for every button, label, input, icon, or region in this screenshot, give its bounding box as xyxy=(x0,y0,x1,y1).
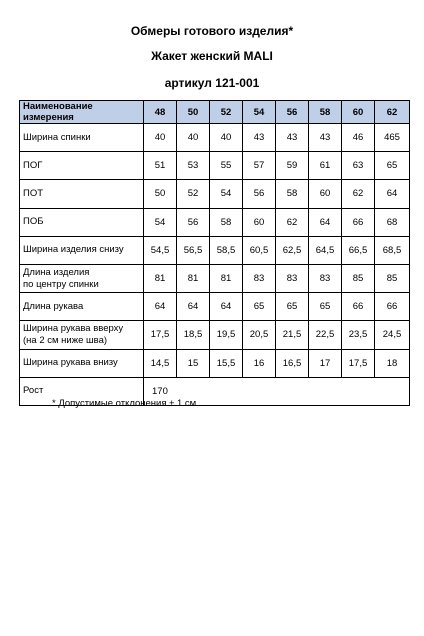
table-cell: 58 xyxy=(210,208,243,236)
table-cell: 40 xyxy=(177,124,210,152)
header-measurement-name: Наименование измерения xyxy=(20,101,144,124)
table-cell: 17,5 xyxy=(144,321,177,349)
table-cell: 68 xyxy=(375,208,410,236)
table-cell: 17 xyxy=(309,349,342,377)
table-cell: 14,5 xyxy=(144,349,177,377)
table-cell: 64,5 xyxy=(309,236,342,264)
table-cell: 54,5 xyxy=(144,236,177,264)
table-cell: 66 xyxy=(375,293,410,321)
table-cell: 65 xyxy=(243,293,276,321)
table-cell: 58 xyxy=(276,180,309,208)
table-cell: 66,5 xyxy=(342,236,375,264)
table-cell: 52 xyxy=(177,180,210,208)
table-cell: 64 xyxy=(177,293,210,321)
table-cell: 23,5 xyxy=(342,321,375,349)
table-row xyxy=(20,236,410,264)
row-label: ПОГ xyxy=(20,152,144,180)
table-cell: 24,5 xyxy=(375,321,410,349)
table-cell: 465 xyxy=(375,124,410,152)
table-cell: 15,5 xyxy=(210,349,243,377)
table-cell: 66 xyxy=(342,208,375,236)
table-cell: 17,5 xyxy=(342,349,375,377)
table-cell: 21,5 xyxy=(276,321,309,349)
header-size: 62 xyxy=(375,101,410,124)
height-value: 170 xyxy=(144,377,410,405)
table-cell: 15 xyxy=(177,349,210,377)
header-size: 50 xyxy=(177,101,210,124)
table-cell: 81 xyxy=(177,264,210,292)
header-size: 60 xyxy=(342,101,375,124)
table-cell: 43 xyxy=(309,124,342,152)
table-cell: 63 xyxy=(342,152,375,180)
row-label: Рост xyxy=(20,377,144,405)
row-label: Ширина изделия снизу xyxy=(20,236,144,264)
table-cell: 43 xyxy=(276,124,309,152)
table-cell: 65 xyxy=(309,293,342,321)
table-cell: 51 xyxy=(144,152,177,180)
table-cell: 81 xyxy=(210,264,243,292)
table-row xyxy=(20,152,410,180)
table-cell: 43 xyxy=(243,124,276,152)
table-cell: 18,5 xyxy=(177,321,210,349)
table-cell: 61 xyxy=(309,152,342,180)
table-cell: 20,5 xyxy=(243,321,276,349)
table-cell: 62 xyxy=(276,208,309,236)
table-cell: 56 xyxy=(243,180,276,208)
tolerance-note: * Допустимые отклонения ± 1 см xyxy=(52,398,197,409)
measurements-table xyxy=(19,100,410,406)
table-cell: 59 xyxy=(276,152,309,180)
product-name: Жакет женский MALI xyxy=(151,49,273,63)
document-title: Обмеры готового изделия* xyxy=(130,24,294,38)
row-label: Длина рукава xyxy=(20,293,144,321)
table-cell: 56 xyxy=(177,208,210,236)
row-label: ПОБ xyxy=(20,208,144,236)
table-cell: 55 xyxy=(210,152,243,180)
document-header xyxy=(0,24,424,90)
table-cell: 57 xyxy=(243,152,276,180)
table-cell: 81 xyxy=(144,264,177,292)
table-cell: 60 xyxy=(309,180,342,208)
table-cell: 64 xyxy=(375,180,410,208)
table-cell: 66 xyxy=(342,293,375,321)
table-row xyxy=(20,208,410,236)
table-cell: 83 xyxy=(276,264,309,292)
row-label: ПОТ xyxy=(20,180,144,208)
table-cell: 56,5 xyxy=(177,236,210,264)
table-cell: 40 xyxy=(144,124,177,152)
header-size: 56 xyxy=(276,101,309,124)
table-cell: 65 xyxy=(276,293,309,321)
table-cell: 83 xyxy=(243,264,276,292)
row-label: Ширина рукава внизу xyxy=(20,349,144,377)
table-cell: 16 xyxy=(243,349,276,377)
table-cell: 58,5 xyxy=(210,236,243,264)
table-cell: 16,5 xyxy=(276,349,309,377)
table-cell: 18 xyxy=(375,349,410,377)
table-row xyxy=(20,321,410,349)
table-cell: 54 xyxy=(210,180,243,208)
table-cell: 85 xyxy=(375,264,410,292)
table-cell: 40 xyxy=(210,124,243,152)
table-cell: 85 xyxy=(342,264,375,292)
row-label: Ширина спинки xyxy=(20,124,144,152)
table-cell: 62 xyxy=(342,180,375,208)
table-cell: 62,5 xyxy=(276,236,309,264)
table-cell: 50 xyxy=(144,180,177,208)
table-cell: 83 xyxy=(309,264,342,292)
table-cell: 64 xyxy=(144,293,177,321)
table-cell: 64 xyxy=(309,208,342,236)
table-row xyxy=(20,293,410,321)
table-cell: 19,5 xyxy=(210,321,243,349)
table-cell: 60 xyxy=(243,208,276,236)
table-row xyxy=(20,264,410,292)
header-size: 52 xyxy=(210,101,243,124)
table-cell: 60,5 xyxy=(243,236,276,264)
table-cell: 53 xyxy=(177,152,210,180)
table-cell: 46 xyxy=(342,124,375,152)
table-cell: 64 xyxy=(210,293,243,321)
article-number: артикул 121-001 xyxy=(164,76,260,90)
table-row xyxy=(20,124,410,152)
row-label: Длина изделия по центру спинки xyxy=(20,264,144,292)
table-row xyxy=(20,349,410,377)
table-cell: 68,5 xyxy=(375,236,410,264)
table-row xyxy=(20,180,410,208)
table-header-row xyxy=(20,101,410,124)
table-cell: 54 xyxy=(144,208,177,236)
table-cell: 65 xyxy=(375,152,410,180)
header-size: 48 xyxy=(144,101,177,124)
row-label: Ширина рукава вверху (на 2 см ниже шва) xyxy=(20,321,144,349)
header-size: 58 xyxy=(309,101,342,124)
table-cell: 22,5 xyxy=(309,321,342,349)
header-size: 54 xyxy=(243,101,276,124)
